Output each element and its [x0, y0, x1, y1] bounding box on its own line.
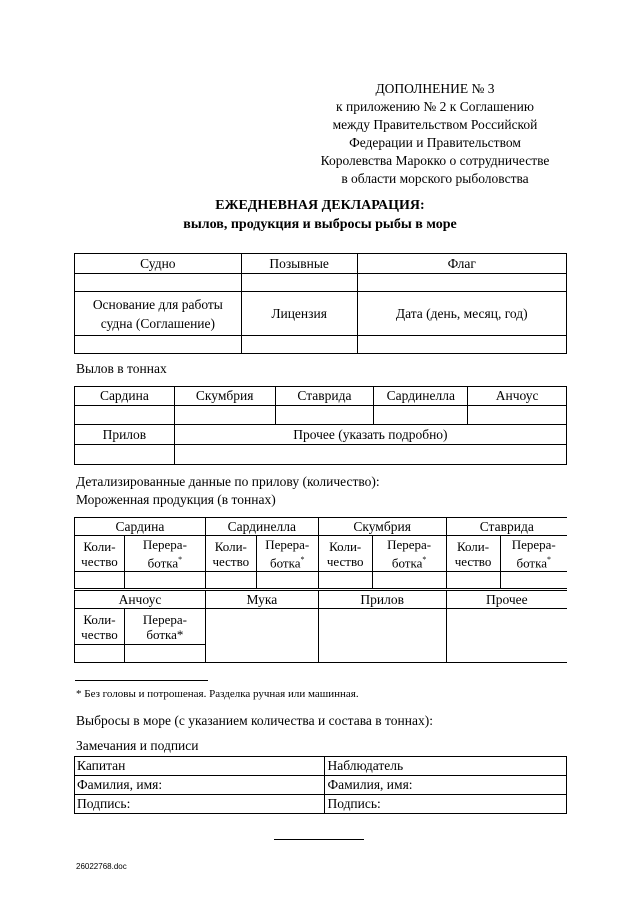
processing-header: [500, 536, 567, 572]
frozen-cell[interactable]: [75, 572, 125, 589]
bycatch-cell[interactable]: [318, 609, 446, 663]
quantity-header-line: чество: [81, 553, 118, 569]
basis-header: [75, 292, 242, 336]
processing-header: [124, 536, 205, 572]
header-line: Королевства Марокко о сотрудничестве: [320, 153, 550, 168]
anchovy-header: Анчоус: [75, 591, 206, 609]
other-cell[interactable]: [446, 609, 567, 663]
processing-header-line: ботка*: [146, 626, 184, 642]
quantity-header-line: чество: [81, 626, 118, 642]
captain-name-field[interactable]: Фамилия, имя:: [75, 776, 325, 795]
observer-signature-field[interactable]: Подпись:: [325, 795, 567, 814]
basis-cell[interactable]: [75, 336, 242, 354]
other-header: Прочее: [446, 591, 567, 609]
processing-header: [372, 536, 446, 572]
flag-header: Флаг: [357, 254, 566, 274]
file-name: 26022768.doc: [76, 862, 127, 871]
frozen-species-header: Скумбрия: [318, 518, 446, 536]
quantity-header-line: Коли-: [329, 538, 362, 554]
anchovy-qty-cell[interactable]: [75, 645, 125, 663]
flour-cell[interactable]: [205, 609, 318, 663]
bycatch-header: Прилов: [318, 591, 446, 609]
quantity-header-line: чество: [212, 553, 250, 569]
appendix-header: [300, 80, 570, 188]
catch-cell[interactable]: [468, 406, 567, 425]
footnote-mark: *: [300, 554, 305, 564]
frozen-species-header: Сардина: [75, 518, 206, 536]
basis-header-line: судна (Соглашение): [100, 315, 216, 331]
observer-label: Наблюдатель: [325, 757, 567, 776]
footnote-mark: *: [547, 554, 551, 564]
processing-header-line: Перера-: [142, 536, 187, 552]
catch-cell[interactable]: [374, 406, 468, 425]
flag-cell[interactable]: [357, 274, 566, 292]
callsign-cell[interactable]: [241, 274, 357, 292]
header-line: между Правительством Российской: [332, 117, 538, 132]
frozen-cell[interactable]: [205, 572, 256, 589]
processing-header-line: Перера-: [265, 536, 310, 552]
catch-table: [74, 386, 567, 465]
catch-label: Вылов в тоннах: [76, 361, 167, 376]
footnote-divider: [75, 680, 208, 681]
bycatch-cell[interactable]: [75, 445, 175, 465]
processing-header-line: ботка: [391, 555, 423, 571]
remarks-label: Замечания и подписи: [76, 738, 199, 753]
frozen-species-header: Сардинелла: [205, 518, 318, 536]
processing-header-line: Перера-: [142, 611, 187, 627]
species-header: Сардина: [75, 387, 175, 406]
species-header: Скумбрия: [174, 387, 275, 406]
callsign-header: Позывные: [241, 254, 357, 274]
quantity-header: [75, 536, 125, 572]
processing-header-line: Перера-: [511, 536, 556, 552]
license-header: Лицензия: [241, 292, 357, 336]
date-header: Дата (день, месяц, год): [357, 292, 566, 336]
frozen-table-2: [74, 590, 567, 663]
observer-name-field[interactable]: Фамилия, имя:: [325, 776, 567, 795]
species-header: Ставрида: [275, 387, 374, 406]
vessel-table: [74, 253, 567, 354]
other-cell[interactable]: [174, 445, 566, 465]
catch-cell[interactable]: [75, 406, 175, 425]
captain-signature-field[interactable]: Подпись:: [75, 795, 325, 814]
quantity-header-line: Коли-: [214, 538, 247, 554]
quantity-header: [446, 536, 500, 572]
date-cell[interactable]: [357, 336, 566, 354]
processing-header-line: ботка: [147, 555, 179, 571]
species-header: Сардинелла: [374, 387, 468, 406]
processing-header-line: ботка: [516, 555, 547, 571]
other-header: Прочее (указать подробно): [174, 425, 566, 445]
frozen-cell[interactable]: [372, 572, 446, 589]
header-line: ДОПОЛНЕНИЕ № 3: [375, 81, 495, 96]
flour-header: Мука: [205, 591, 318, 609]
frozen-label: Мороженная продукция (в тоннах): [76, 492, 276, 507]
processing-header-line: ботка: [269, 555, 301, 571]
discards-label: Выбросы в море (с указанием количества и состава в тоннах):: [76, 713, 433, 728]
quantity-header-line: чество: [326, 553, 364, 569]
document-subtitle: вылов, продукция и выбросы рыбы в море: [183, 217, 457, 232]
vessel-header: Судно: [75, 254, 242, 274]
frozen-species-header: Ставрида: [446, 518, 567, 536]
detail-label: Детализированные данные по прилову (количество):: [76, 474, 380, 489]
document-title: ЕЖЕДНЕВНАЯ ДЕКЛАРАЦИЯ:: [215, 198, 425, 213]
frozen-cell[interactable]: [500, 572, 567, 589]
quantity-header-line: чество: [454, 553, 492, 569]
processing-header: [124, 609, 205, 645]
header-line: Федерации и Правительством: [349, 135, 521, 150]
quantity-header: [318, 536, 372, 572]
frozen-cell[interactable]: [124, 572, 205, 589]
frozen-cell[interactable]: [256, 572, 318, 589]
frozen-cell[interactable]: [446, 572, 500, 589]
header-line: к приложению № 2 к Соглашению: [336, 99, 534, 114]
footnote: * Без головы и потрошеная. Разделка ручная или машинная.: [76, 688, 359, 700]
catch-cell[interactable]: [275, 406, 374, 425]
footnote-mark: *: [422, 554, 427, 564]
quantity-header: [205, 536, 256, 572]
anchovy-proc-cell[interactable]: [124, 645, 205, 663]
footnote-mark: *: [178, 554, 183, 564]
quantity-header-line: Коли-: [83, 538, 116, 554]
bycatch-header: Прилов: [75, 425, 175, 445]
vessel-cell[interactable]: [75, 274, 242, 292]
quantity-header-line: Коли-: [83, 611, 116, 627]
quantity-header-line: Коли-: [456, 538, 490, 554]
quantity-header: [75, 609, 125, 645]
end-divider: [274, 839, 364, 840]
captain-label: Капитан: [75, 757, 325, 776]
species-header: Анчоус: [468, 387, 567, 406]
processing-header-line: Перера-: [387, 536, 432, 552]
processing-header: [256, 536, 318, 572]
basis-header-line: Основание для работы: [92, 296, 223, 312]
catch-cell[interactable]: [174, 406, 275, 425]
signatures-table: [74, 756, 567, 814]
header-line: в области морского рыболовства: [341, 171, 529, 186]
frozen-cell[interactable]: [318, 572, 372, 589]
license-cell[interactable]: [241, 336, 357, 354]
